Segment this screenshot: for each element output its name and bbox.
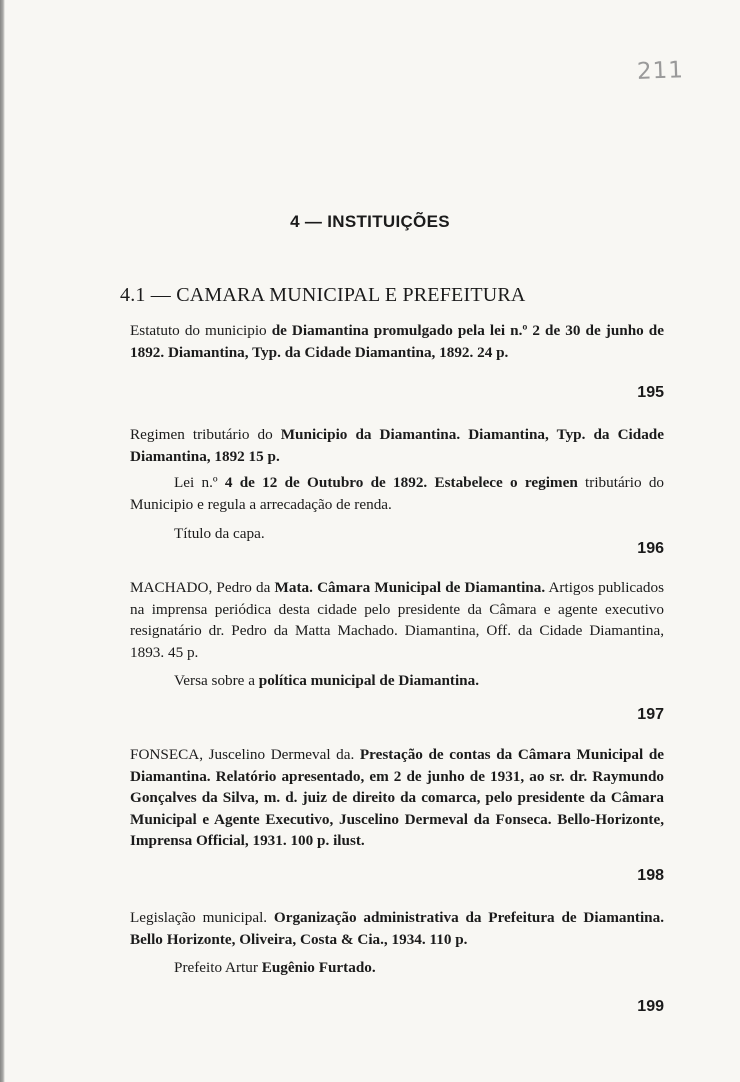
note-text-bold: Eugênio Furtado. xyxy=(261,959,376,976)
entry-196 xyxy=(130,424,664,545)
note-text: Prefeito Artur xyxy=(174,959,262,976)
entry-197 xyxy=(130,577,664,692)
citation-text-bold: Prestação de contas da Câmara Municipal de Diamantina. Relatório apresentado, em 2 de junho de 1931, ao sr. dr. Raymundo Gonçalves da Silva, m. d. juiz de direito da comarca, pelo presidente da Câmara Municipal e Agente Executivo, Juscelino Dermeval da Fonseca. Bello-Horizonte, Imprensa Official, 1931. 100 p. ilust. xyxy=(130,746,665,849)
entry-citation xyxy=(130,907,664,950)
entry-note xyxy=(130,957,664,979)
entry-199 xyxy=(130,907,664,979)
entry-citation xyxy=(130,577,664,663)
section-title: 4.1 — CAMARA MUNICIPAL E PREFEITURA xyxy=(120,284,526,306)
entry-citation xyxy=(130,424,664,467)
citation-text: Legislação municipal. xyxy=(130,909,274,926)
entry-citation xyxy=(130,320,664,363)
entry-note xyxy=(130,472,664,515)
entry-note xyxy=(130,670,664,692)
entry-number: 199 xyxy=(637,998,664,1015)
citation-text-bold: de Diamantina promulgado pela lei n.º 2 de 30 de junho de 1892. Diamantina, Typ. da Cidade Diamantina, 1892. 24 p. xyxy=(130,322,664,361)
entry-number: 198 xyxy=(637,867,664,884)
citation-text: Regimen tributário do xyxy=(130,426,281,443)
chapter-title: 4 — INSTITUIÇÕES xyxy=(290,212,450,231)
handwritten-page-number: 211 xyxy=(636,57,685,85)
note-text-bold: política municipal de Diamantina. xyxy=(258,672,480,689)
entry-number: 195 xyxy=(637,384,664,401)
citation-text-end: Artigos publicados na imprensa periódica desta cidade pelo presidente da Câmara e agente executivo resignatário dr. Pedro da Matta Machado. Diamantina, Off. da Cidade Diamantina, 1893. 45 p. xyxy=(130,579,664,661)
scan-binding-edge xyxy=(0,0,5,1082)
note-text: Versa sobre a xyxy=(174,672,259,689)
citation-text-bold: Municipio da Diamantina. Diamantina, Typ. da Cidade Diamantina, 1892 15 p. xyxy=(130,426,664,465)
citation-text: FONSECA, Juscelino Dermeval da. xyxy=(130,746,360,763)
entry-number: 196 xyxy=(637,540,664,557)
citation-text: MACHADO, Pedro da xyxy=(130,579,275,596)
note-text-end: tributário do Municipio e regula a arrecadação de renda. xyxy=(130,474,665,513)
entry-citation xyxy=(130,744,664,852)
entry-195 xyxy=(130,320,664,363)
citation-text-bold: Mata. Câmara Municipal de Diamantina. xyxy=(274,579,546,596)
entry-number: 197 xyxy=(637,706,664,723)
citation-text: Estatuto do municipio xyxy=(130,322,272,339)
note-text-bold: 4 de 12 de Outubro de 1892. Estabelece o regimen xyxy=(224,474,578,491)
note-text: Lei n.º xyxy=(174,474,225,491)
entry-198 xyxy=(130,744,664,852)
citation-text-bold: Organização administrativa da Prefeitura de Diamantina. Bello Horizonte, Oliveira, Costa & Cia., 1934. 110 p. xyxy=(130,909,665,948)
entry-note: Título da capa. xyxy=(174,525,265,542)
